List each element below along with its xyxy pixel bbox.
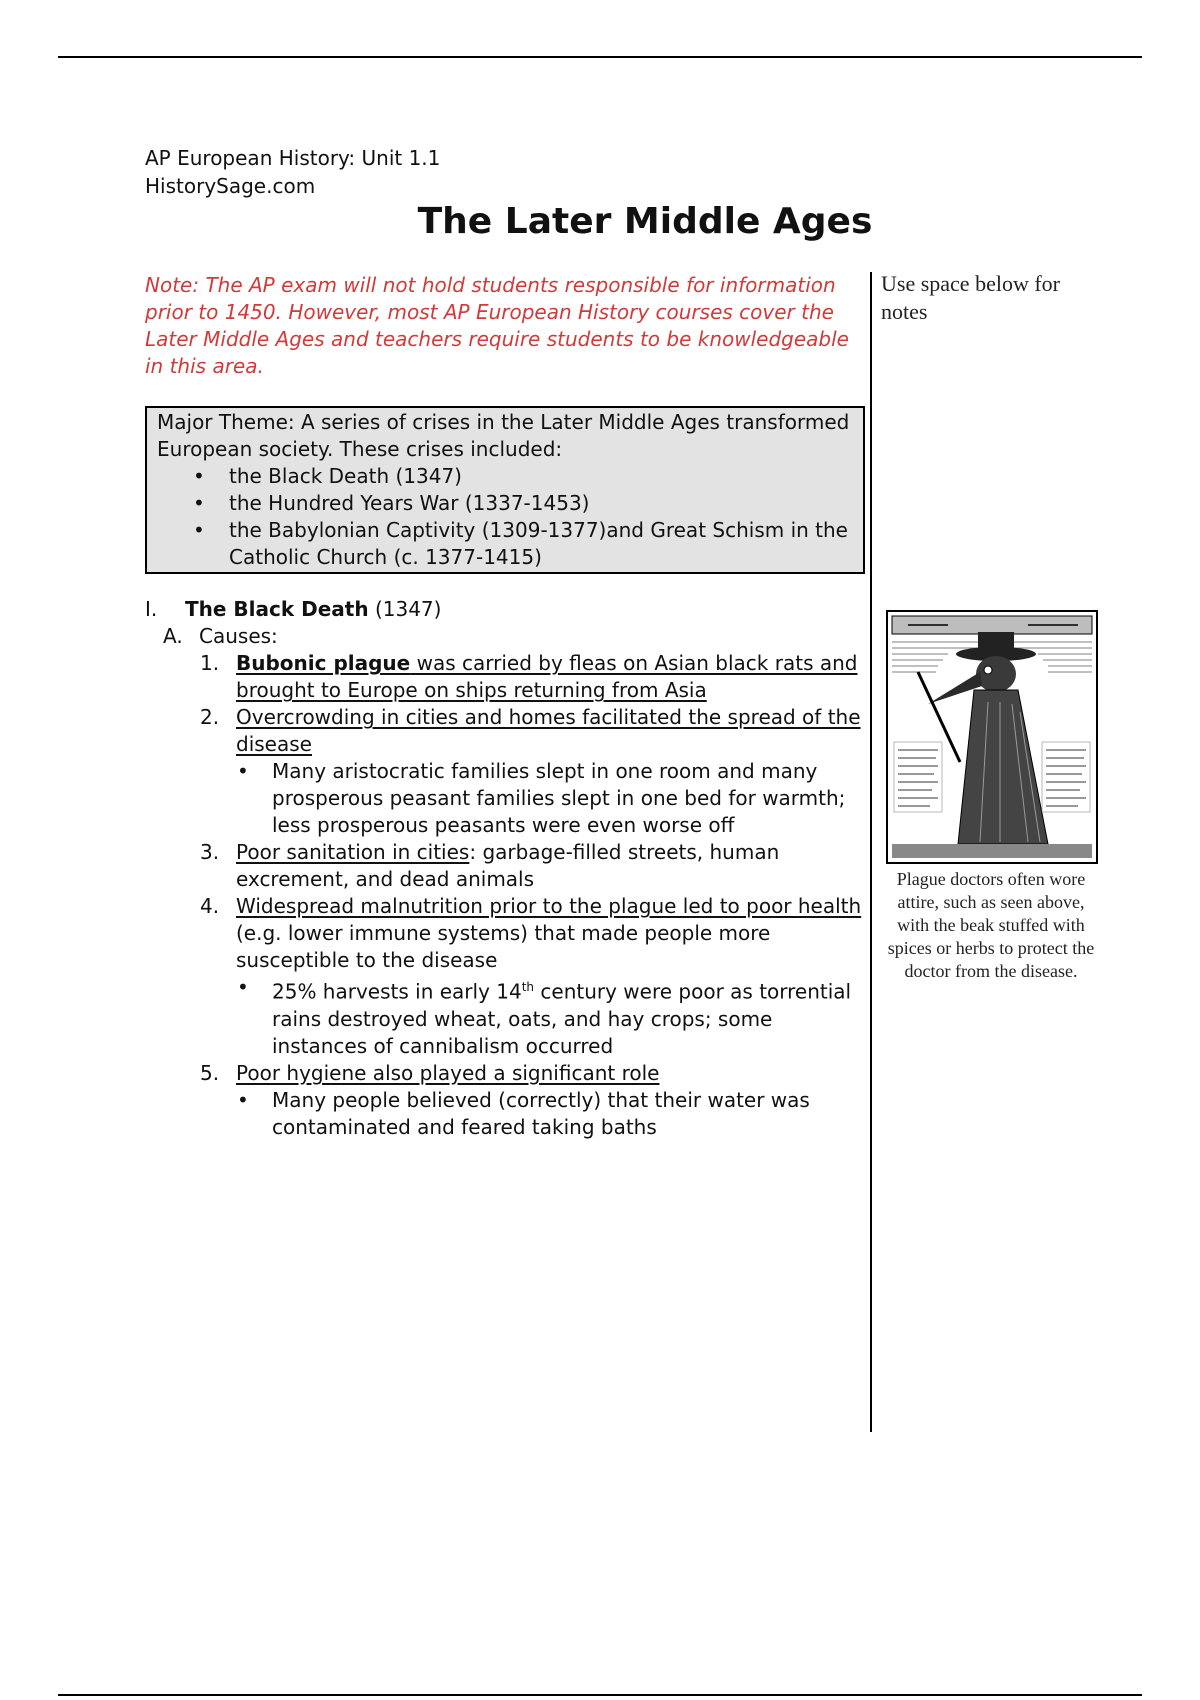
cause-item — [145, 1060, 865, 1087]
item-number: 4. — [200, 894, 220, 918]
item-number: 5. — [200, 1060, 220, 1085]
plague-doctor-illustration — [886, 610, 1098, 864]
theme-intro: Major Theme: A series of crises in the Later Middle Ages transformed European society. These crises included: — [157, 410, 850, 461]
section-number: I. — [145, 597, 158, 621]
item-number: 2. — [200, 705, 220, 729]
item-text: Poor sanitation in cities — [236, 840, 470, 864]
course-unit-label: AP European History: Unit 1.1 — [145, 146, 441, 170]
subsection-title: Causes: — [199, 624, 278, 648]
theme-item: • the Babylonian Captivity (1309-1377)and Great Schism in the Catholic Church (c. 1377-1415) — [217, 517, 853, 571]
section-heading — [145, 596, 865, 623]
theme-item: • the Hundred Years War (1337-1453) — [217, 490, 853, 517]
notes-label: Use space below for notes — [881, 271, 1060, 324]
theme-item: • the Black Death (1347) — [217, 463, 853, 490]
cause-item — [145, 839, 865, 893]
item-detail: : garbage-filled streets, human excrement, and dead animals — [236, 840, 780, 891]
outline — [145, 596, 865, 1141]
item-text: was carried by fleas on Asian black rats and brought to Europe on ships returning from Asia — [236, 651, 858, 702]
exam-note: Note: The AP exam will not hold students responsible for information prior to 1450. However, most AP European History courses cover the Later Middle Ages and teachers require students to be knowledgeable in this area. — [145, 273, 849, 378]
cause-item — [145, 704, 865, 758]
item-detail: (e.g. lower immune systems) that made people more susceptible to the disease — [236, 921, 771, 972]
item-keyword: Bubonic plague — [236, 651, 411, 675]
detail-bullet: • Many aristocratic families slept in one room and many prosperous peasant families slept in one bed for warmth; less prosperous peasants were even worse off — [145, 758, 865, 839]
section-title: The Black Death — [185, 597, 369, 621]
cause-item — [145, 650, 865, 704]
major-theme-box — [145, 406, 865, 574]
detail-bullet: • 25% harvests in early 14th century were poor as torrential rains destroyed wheat, oats, and hay crops; some instances of cannibalism occurred — [145, 974, 865, 1060]
cause-item — [145, 893, 865, 974]
item-text: Overcrowding in cities and homes facilitated the spread of the disease — [236, 705, 861, 756]
item-text: Poor hygiene also played a significant role — [236, 1060, 660, 1085]
plague-doctor-image — [888, 612, 1096, 862]
item-text: Widespread malnutrition prior to the plague led to poor health — [236, 894, 862, 918]
subsection-heading — [145, 623, 865, 650]
page-title: The Later Middle Ages — [417, 201, 873, 242]
illustration-caption: Plague doctors often wore attire, such as seen above, with the beak stuffed with spices or herbs to protect the doctor from the disease. — [887, 869, 1095, 981]
notes-column-divider — [870, 272, 872, 1432]
item-number: 1. — [200, 651, 220, 675]
bottom-rule — [58, 1694, 1142, 1696]
main-column — [145, 272, 865, 1141]
section-date: (1347) — [368, 597, 442, 621]
site-label: HistorySage.com — [145, 174, 316, 198]
top-rule — [58, 56, 1142, 58]
theme-list — [157, 463, 853, 571]
detail-bullet: • Many people believed (correctly) that their water was contaminated and feared taking baths — [145, 1087, 865, 1141]
item-number: 3. — [200, 840, 220, 864]
subsection-number: A. — [163, 624, 183, 648]
